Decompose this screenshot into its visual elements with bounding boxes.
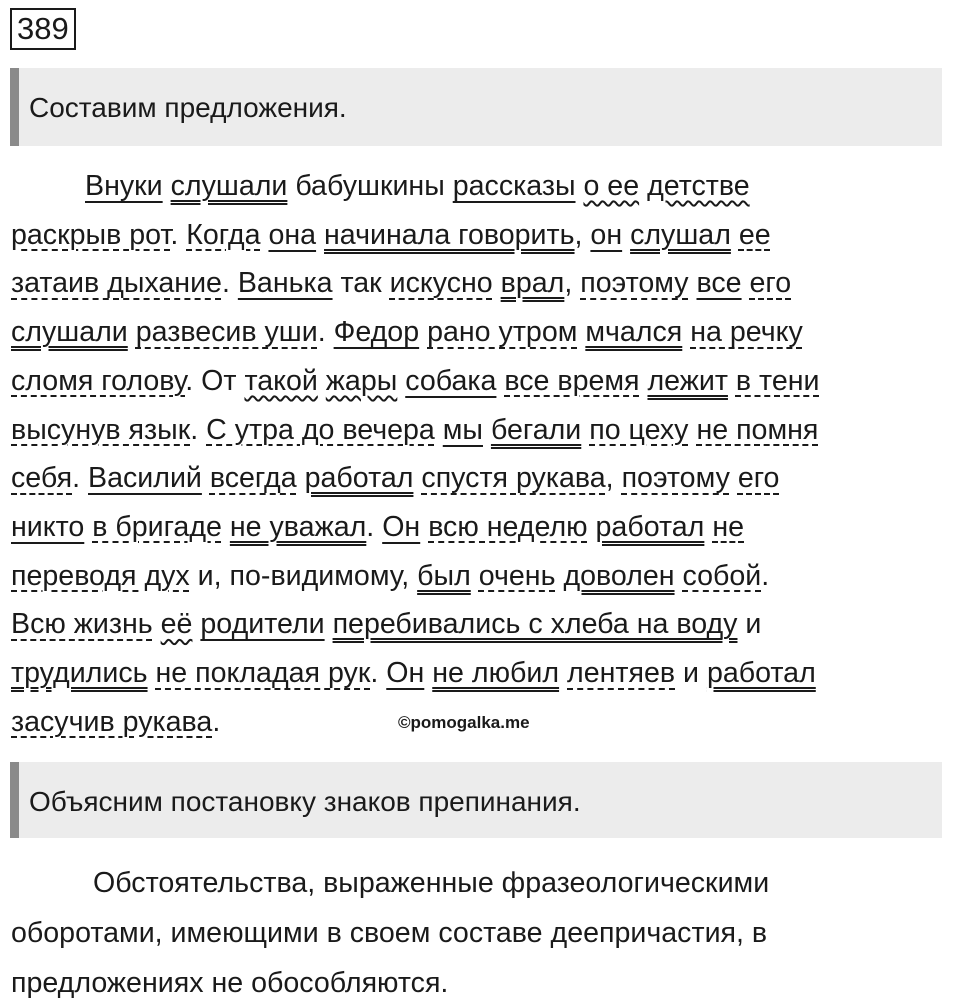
- sentence-member: работал: [304, 462, 414, 495]
- sentence-text: [622, 219, 630, 251]
- sentence-member: затаив дыхание: [11, 267, 222, 300]
- sentence-member: рассказы: [452, 170, 576, 202]
- sentence-text: [202, 462, 210, 494]
- sentence-text: ,: [574, 218, 591, 251]
- sentence-text: так: [332, 267, 390, 300]
- sentence-text: [675, 560, 683, 592]
- sentence-member: поэтому: [621, 462, 730, 495]
- sentence-text: [730, 462, 738, 494]
- sentence-member: Всю жизнь: [11, 608, 153, 641]
- sentence-text: [163, 170, 171, 202]
- sentence-member: Федор: [333, 316, 420, 349]
- sentence-text: .: [317, 316, 334, 349]
- sentence-member: поэтому: [580, 267, 689, 300]
- sentence-member: начинала говорить: [324, 218, 575, 251]
- sentence-member: его: [737, 462, 780, 495]
- sentence-member: был: [417, 559, 471, 592]
- sentence-line: [11, 406, 953, 455]
- sentence-member: спустя рукава: [421, 462, 606, 495]
- sentence-member: врал: [500, 267, 565, 300]
- sentence-member: лежит: [647, 364, 728, 397]
- sentence-text: [559, 657, 567, 689]
- sentence-member: Он: [386, 657, 425, 690]
- sentence-member: всегда: [209, 462, 297, 495]
- explanation-line: оборотами, имеющими в своем составе деепричастия, в: [11, 917, 768, 949]
- sentence-member: собака: [405, 364, 497, 397]
- watermark: ©pomogalka.me: [398, 713, 530, 732]
- sentence-text: ,: [564, 267, 581, 300]
- sentence-member: засучив рукава: [11, 705, 213, 738]
- sentence-member: всю неделю: [428, 510, 588, 543]
- sentence-member: очень: [478, 559, 556, 592]
- sentence-member: слушали: [170, 170, 288, 202]
- sentence-text: бабушкины: [287, 170, 453, 202]
- sentence-member: мы: [442, 413, 483, 446]
- section-heading-compose: Составим предложения.: [10, 68, 942, 146]
- sentence-member: о ее: [583, 170, 640, 202]
- sentence-member: доволен: [563, 559, 675, 592]
- sentence-member: бегали: [490, 413, 582, 446]
- sentence-text: [689, 267, 697, 299]
- sentence-text: [483, 414, 491, 446]
- sentence-text: [222, 511, 230, 543]
- sentence-text: [435, 414, 443, 446]
- sentence-member: не: [712, 510, 745, 543]
- sentence-member: слушал: [630, 218, 731, 251]
- sentence-text: [297, 462, 305, 494]
- sentence-member: не любил: [432, 657, 560, 690]
- sentence-member: она: [268, 218, 317, 251]
- sentence-text: [153, 608, 161, 640]
- sentence-member: трудились: [11, 657, 148, 690]
- sentence-line: [11, 503, 953, 552]
- sentence-member: лентяев: [567, 657, 676, 690]
- sentence-text: [316, 219, 324, 251]
- sentence-text: . От: [185, 364, 245, 397]
- sentence-text: [731, 219, 739, 251]
- sentence-text: .: [72, 462, 89, 495]
- sentence-line: [11, 600, 953, 649]
- sentence-member: в тени: [735, 364, 820, 397]
- sentence-member: Ванька: [237, 267, 333, 300]
- sentence-text: [420, 511, 428, 543]
- sentence-member: собой: [682, 559, 762, 592]
- sentence-member: раскрыв рот: [11, 218, 171, 251]
- sentence-text: .: [366, 510, 383, 543]
- sentence-text: [128, 316, 136, 348]
- sentence-member: перебивались с хлеба на воду: [332, 608, 738, 641]
- sentence-member: не покладая рук: [155, 657, 371, 690]
- sentence-line: [11, 308, 953, 357]
- sentence-member: в бригаде: [92, 510, 222, 543]
- sentence-text: [318, 365, 326, 397]
- sentence-member: никто: [11, 510, 85, 543]
- sentence-text: .: [761, 559, 770, 592]
- sentence-member: жары: [325, 364, 398, 397]
- sentence-member: Василий: [88, 462, 202, 495]
- sentence-member: сломя голову: [11, 364, 186, 397]
- sentence-line: [11, 649, 953, 698]
- sentence-line: [11, 357, 953, 406]
- sentence-text: и: [675, 657, 707, 690]
- sentence-member: родители: [200, 608, 325, 641]
- sentence-text: и, по-видимому,: [189, 559, 418, 592]
- sentence-member: переводя дух: [11, 559, 190, 592]
- sentence-text: ,: [605, 462, 622, 495]
- sentence-member: не помня: [696, 413, 819, 446]
- explanation-line: предложениях не обособляются.: [11, 967, 449, 999]
- sentence-member: не уважал: [229, 510, 367, 543]
- sentence-member: на речку: [690, 316, 803, 349]
- sentence-text: [493, 267, 501, 299]
- sentence-member: развесив уши: [135, 316, 318, 349]
- sentence-text: [742, 267, 750, 299]
- sentence-member: ее: [738, 218, 771, 251]
- sentence-text: [419, 316, 427, 348]
- explanation-block: [11, 858, 953, 1008]
- explanation-line: Обстоятельства, выраженные фразеологическими: [93, 867, 770, 899]
- sentence-member: слушали: [11, 316, 128, 349]
- sentence-line: [11, 162, 953, 211]
- sentence-member: искусно: [389, 267, 493, 300]
- sentence-text: [639, 170, 647, 202]
- sentence-member: работал: [706, 657, 816, 690]
- sentence-member: высунув язык: [11, 413, 191, 446]
- sentence-text: [148, 657, 156, 689]
- sentence-line: [11, 211, 953, 260]
- sentence-member: его: [749, 267, 792, 300]
- sentence-text: .: [190, 413, 207, 446]
- sentence-member: он: [590, 218, 623, 251]
- sentence-member: по цеху: [589, 413, 689, 446]
- sentence-text: .: [212, 705, 221, 738]
- sentence-text: и: [737, 608, 762, 641]
- sentence-member: Он: [382, 510, 421, 543]
- section-heading-explain: Объясним постановку знаков препинания.: [10, 762, 942, 838]
- exercise-number: 389: [10, 8, 76, 50]
- sentence-member: такой: [244, 364, 318, 397]
- sentence-member: мчался: [585, 316, 683, 349]
- sentence-member: все: [696, 267, 742, 300]
- sentence-text: [588, 511, 596, 543]
- sentence-member: её: [160, 608, 193, 641]
- sentence-line: [11, 454, 953, 503]
- sentence-member: Внуки: [85, 170, 163, 202]
- sentence-member: работал: [595, 510, 705, 543]
- sentences-block: [11, 162, 953, 746]
- sentence-text: .: [170, 218, 187, 251]
- sentence-member: все время: [504, 364, 640, 397]
- sentence-text: [325, 608, 333, 640]
- sentence-line: [11, 552, 953, 601]
- sentence-text: [728, 365, 736, 397]
- sentence-member: детстве: [647, 170, 750, 202]
- sentence-text: [471, 560, 479, 592]
- sentence-member: С утра до вечера: [206, 413, 435, 446]
- sentence-member: Когда: [186, 218, 261, 251]
- sentence-member: рано утром: [427, 316, 578, 349]
- sentence-member: себя: [11, 462, 73, 495]
- sentence-text: .: [221, 267, 238, 300]
- sentence-text: .: [370, 657, 387, 690]
- sentence-line: [11, 259, 953, 308]
